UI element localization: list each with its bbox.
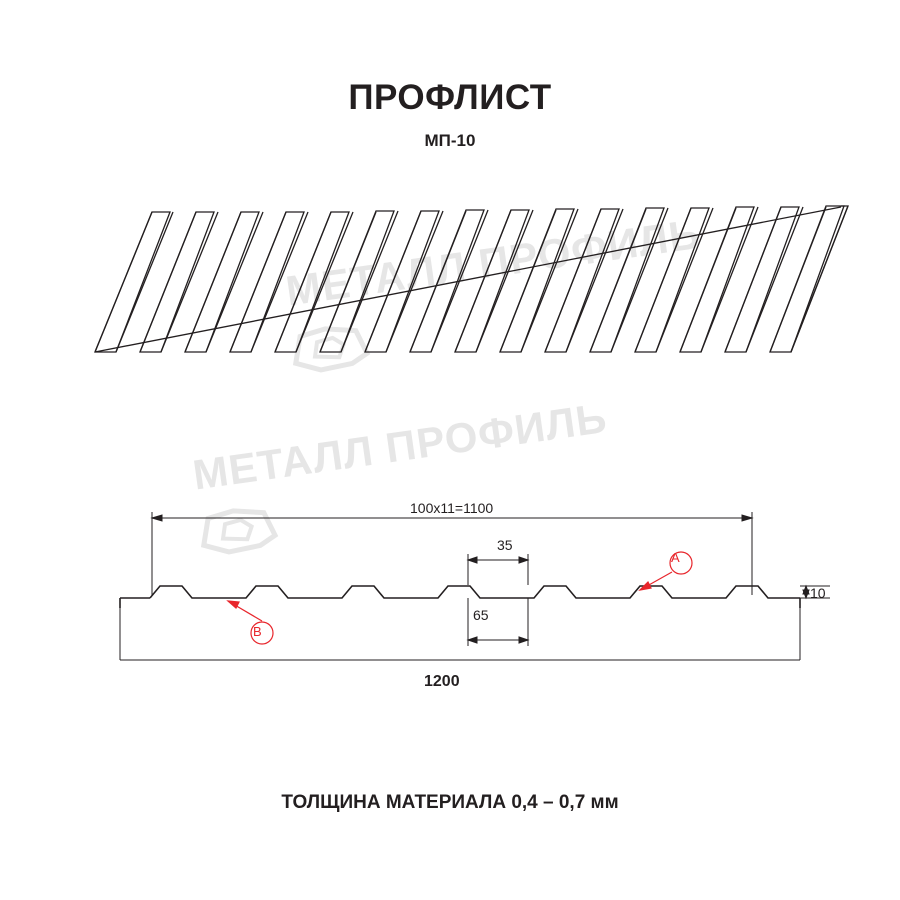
dimension-label-height: 10 xyxy=(810,585,826,601)
watermark-text-bottom: МЕТАЛЛ ПРОФИЛЬ xyxy=(190,393,610,499)
dimension-label-overall-pitch: 100x11=1100 xyxy=(410,500,494,516)
product-code: МП-10 xyxy=(424,131,476,150)
callout-label-a: A xyxy=(671,550,680,565)
dimension-label-rib-base: 65 xyxy=(473,607,489,623)
callout-b-leader xyxy=(228,601,273,644)
isometric-sheet xyxy=(95,206,899,352)
dimension-rib-top xyxy=(468,554,528,585)
callout-a-leader xyxy=(640,552,692,590)
watermark-text-top: МЕТАЛЛ ПРОФИЛЬ xyxy=(283,209,703,315)
dimension-label-rib-top: 35 xyxy=(497,537,513,553)
dimension-overall-pitch xyxy=(152,512,752,595)
material-thickness-note: ТОЛЩИНА МАТЕРИАЛА 0,4 – 0,7 мм xyxy=(281,792,619,813)
cross-section-profile xyxy=(120,586,800,660)
callout-label-b: B xyxy=(253,624,262,639)
dimension-label-sheet-width: 1200 xyxy=(424,673,460,690)
page-title: ПРОФЛИСТ xyxy=(348,78,552,117)
